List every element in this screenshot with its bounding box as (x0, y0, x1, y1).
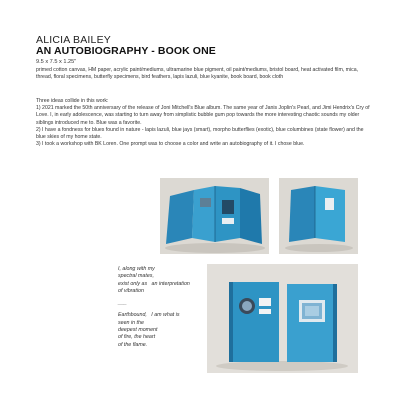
poem-line: of vibration (118, 287, 144, 294)
poem-line: I, along with my (118, 266, 155, 272)
photo-closed-book (279, 178, 358, 254)
artwork-title: AN AUTOBIOGRAPHY - BOOK ONE (36, 45, 216, 57)
poem-divider: ___ (118, 300, 127, 307)
statement-intro: Three ideas collide in this work: (36, 98, 109, 104)
idea-3: 3) I took a workshop with BK Loren. One prompt was to choose a color and write an autobiography of it. I chose blue. (36, 141, 305, 148)
poem-line: exist only as an interpretation (118, 280, 190, 287)
photo-two-books (207, 264, 358, 373)
open-book-illustration (160, 178, 269, 254)
poem-line: spectral mates, (118, 273, 154, 280)
artwork-dimensions: 9.5 x 7.5 x 1.25" (36, 59, 77, 65)
poem-line: seen in the (118, 319, 144, 326)
poem-line: of the flame. (118, 341, 148, 348)
two-books-illustration (207, 264, 358, 373)
statement-ideas (36, 105, 370, 149)
artwork-materials: primed cotton canvas, HM paper, acrylic paint/mediums, ultramarine blue pigment, oil paint/mediums, bristol board, heat activated film, mica, thread, floral specimens, butterfly specimens, bird feathers, lapis lazuli, blue kyanite, book board, book cloth (36, 67, 359, 81)
poem-stanza-1 (118, 266, 204, 295)
poem-line: deepest moment (118, 327, 158, 334)
poem-line: Earthbound, I am what is (118, 312, 180, 319)
poem (118, 266, 204, 354)
poem-stanza-2 (118, 312, 204, 348)
poem-line: of fire, the heart (118, 334, 156, 341)
artist-name: ALICIA BAILEY (36, 34, 111, 46)
closed-book-illustration (279, 178, 358, 254)
photo-open-book (160, 178, 269, 254)
idea-1: 1) 2021 marked the 50th anniversary of the release of Joni Mitchell's Blue album. The same year of Janis Joplin's Pearl, and Jimi Hendrix's Cry of Love. I, in early adolescence, was starting to turn away from simplistic bubble gum pop towards the more interesting chaotic sounds my older siblings introduced me to. Blue was a favorite. (36, 105, 370, 126)
idea-2: 2) I have a fondness for blues found in nature - lapis lazuli, blue jays (smart), morpho butterflies (exotic), blue columbines (state flower) and the blue skies of my home state. (36, 126, 364, 141)
